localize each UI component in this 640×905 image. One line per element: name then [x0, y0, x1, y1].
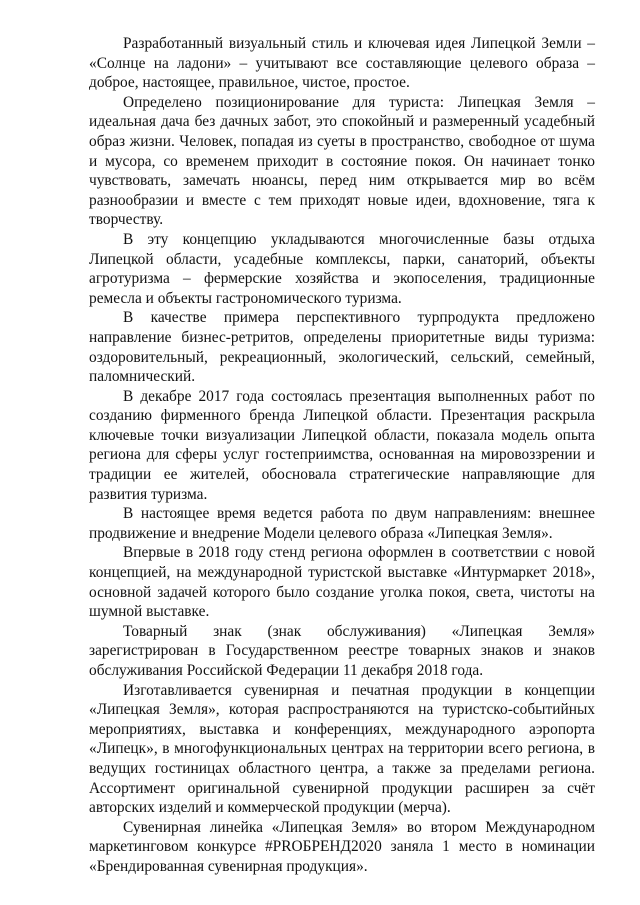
- document-page: [89, 34, 595, 877]
- paragraph-visual-style: Разработанный визуальный стиль и ключевая идея Липецкой Земли – «Солнце на ладони» – учитывают все составляющие целевого образа – доброе, настоящее, правильное, чистое, простое.: [89, 35, 595, 92]
- paragraph-current-work: В настоящее время ведется работа по двум направлениям: внешнее продвижение и внедрение Модели целевого образа «Липецкая Земля».: [89, 505, 595, 542]
- paragraph-trademark: Товарный знак (знак обслуживания) «Липецкая Земля» зарегистрирован в Государственном реестре товарных знаков и знаков обслуживания Российской Федерации 11 декабря 2018 года.: [89, 622, 595, 679]
- paragraph-souvenir-production: Изготавливается сувенирная и печатная продукции в концепции «Липецкая Земля», которая распространяются на туристско-событийных мероприятиях, выставка и конференциях, международного аэропорта «Липецк», в многофункциональных центрах на территории всего региона, в ведущих гостиницах областного центра, а также за пределами региона. Ассортимент оригинальной сувенирной продукции расширен за счёт авторских изделий и коммерческой продукции (мерча).: [89, 681, 595, 817]
- paragraph-exhibition-stand: Впервые в 2018 году стенд региона оформлен в соответствии с новой концепцией, на международной туристской выставке «Интурмаркет 2018», основной задачей которого было создание уголка покоя, света, чистоты на шумной выставке.: [89, 544, 595, 621]
- paragraph-business-retreats: В качестве примера перспективного турпродукта предложено направление бизнес-ретритов, определены приоритетные виды туризма: оздоровительный, рекреационный, экологический, сельский, семейный, паломнический.: [89, 309, 595, 386]
- paragraph-concept: В эту концепцию укладываются многочисленные базы отдыха Липецкой области, усадебные комплексы, парки, санаторий, объекты агротуризма – фермерские хозяйства и экопоселения, традиционные ремесла и объекты гастрономического туризма.: [89, 230, 595, 307]
- paragraph-souvenir-award: Сувенирная линейка «Липецкая Земля» во втором Международном маркетинговом конкурсе #PROБРЕНД2020 заняла 1 место в номинации «Брендированная сувенирная продукция».: [89, 818, 595, 875]
- paragraph-brand-presentation: В декабре 2017 года состоялась презентация выполненных работ по созданию фирменного бренда Липецкой области. Презентация раскрыла ключевые точки визуализации Липецкой области, показала модель опыта региона для сферы услуг гостеприимства, основанная на мировоззрении и традиции ее жителей, обосновала стратегические направляющие для развития туризма.: [89, 387, 595, 503]
- paragraph-positioning: Определено позиционирование для туриста: Липецкая Земля – идеальная дача без дачных забот, это спокойный и размеренный усадебный образ жизни. Человек, попадая из суеты в пространство, свободное от шума и мусора, со временем приходит в состояние покоя. Он начинает тонко чувствовать, замечать нюансы, перед ним открывается мир во всём разнообразии и вместе с тем приходят новые идеи, вдохновение, тяга к творчеству.: [89, 93, 595, 229]
